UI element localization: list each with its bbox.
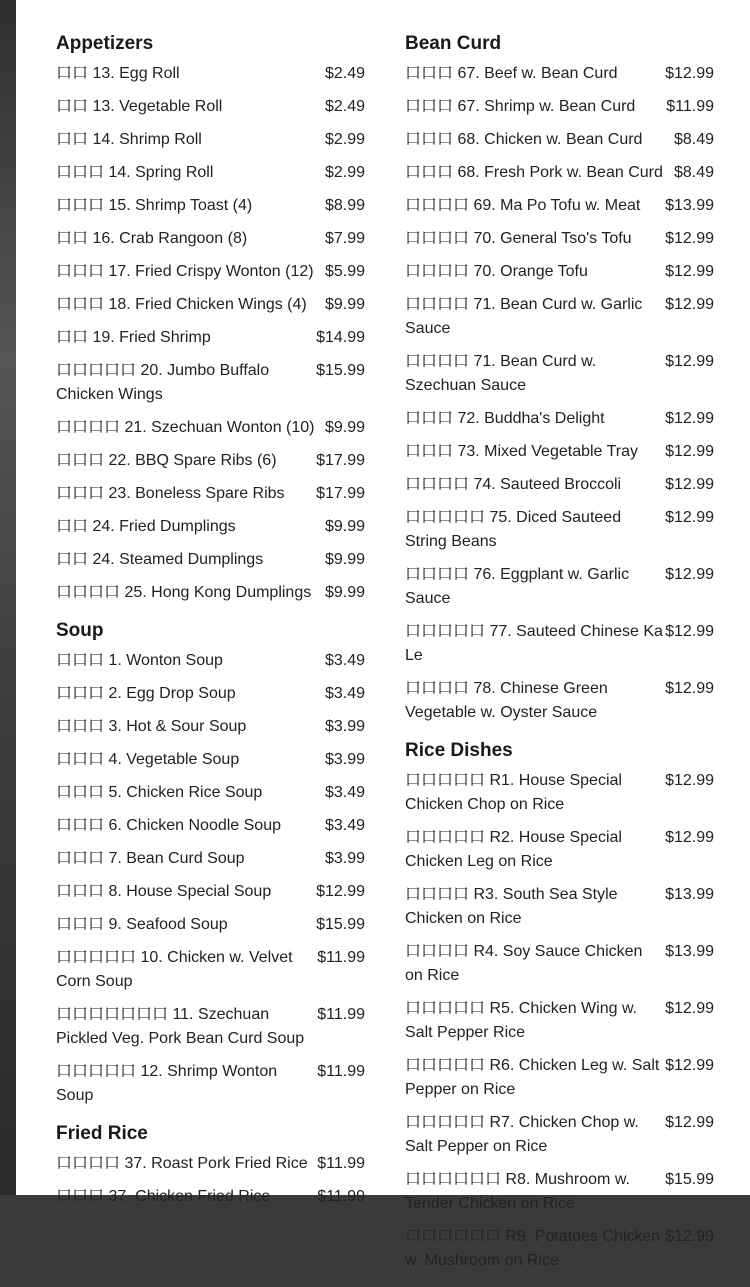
- menu-item-name: 口口口 14. Spring Roll: [56, 164, 214, 181]
- menu-item-price: $13.99: [665, 197, 714, 214]
- menu-item-name: 口口口 6. Chicken Noodle Soup: [56, 817, 282, 834]
- menu-item-name: 口口口口口口 R8. Mushroom w. Tender Chicken on Rice: [405, 1171, 630, 1212]
- menu-item-price: $3.49: [324, 817, 365, 834]
- menu-item[interactable]: [56, 814, 365, 838]
- section-title: Fried Rice: [56, 1123, 148, 1144]
- menu-item-price: $2.49: [324, 65, 365, 82]
- menu-item-name: 口口口口 74. Sauteed Broccoli: [405, 476, 622, 493]
- menu-item-name: 口口口口 21. Szechuan Wonton (10): [56, 419, 315, 436]
- menu-item-price: $15.99: [316, 916, 365, 933]
- menu-item[interactable]: [405, 997, 714, 1045]
- menu-section-appetizers: [56, 32, 365, 605]
- menu-item[interactable]: [56, 416, 365, 440]
- menu-item[interactable]: [56, 227, 365, 251]
- menu-item[interactable]: [56, 946, 365, 994]
- menu-item[interactable]: [56, 548, 365, 572]
- menu-item-price: $11.99: [317, 1155, 365, 1172]
- menu-item[interactable]: [56, 1185, 365, 1209]
- menu-item[interactable]: [405, 62, 714, 86]
- menu-item[interactable]: [405, 940, 714, 988]
- menu-item-price: $11.99: [317, 1188, 365, 1205]
- menu-item-name: 口口口 1. Wonton Soup: [56, 652, 223, 669]
- menu-item-name: 口口口 5. Chicken Rice Soup: [56, 784, 263, 801]
- menu-item-name: 口口口口 70. General Tso's Tofu: [405, 230, 632, 247]
- menu-item[interactable]: [56, 880, 365, 904]
- menu-item-price: $12.99: [665, 263, 714, 280]
- menu-item-name: 口口口口口 R1. House Special Chicken Chop on Rice: [405, 772, 622, 813]
- menu-item-name: 口口口口口 R6. Chicken Leg w. Salt Pepper on Rice: [405, 1057, 660, 1098]
- menu-item-price: $15.99: [316, 362, 365, 379]
- menu-item-name: 口口口口口 75. Diced Sauteed String Beans: [405, 509, 622, 550]
- menu-item[interactable]: [405, 1168, 714, 1216]
- menu-item-name: 口口口口口口 R9. Potatoes Chicken w. Mushroom on Rice: [405, 1228, 661, 1269]
- menu-item[interactable]: [56, 682, 365, 706]
- menu-item-name: 口口口口口口口 11. Szechuan Pickled Veg. Pork Bean Curd Soup: [56, 1006, 305, 1047]
- menu-item-name: 口口口 22. BBQ Spare Ribs (6): [56, 452, 277, 469]
- menu-item-price: $8.49: [673, 164, 714, 181]
- menu-item-price: $12.99: [665, 443, 714, 460]
- menu-item-price: $8.49: [673, 131, 714, 148]
- menu-item[interactable]: [56, 326, 365, 350]
- menu-item[interactable]: [405, 293, 714, 341]
- menu-item-name: 口口口 23. Boneless Spare Ribs: [56, 485, 285, 502]
- menu-item[interactable]: [56, 748, 365, 772]
- menu-item-name: 口口口口 R4. Soy Sauce Chicken on Rice: [405, 943, 643, 984]
- menu-item-price: $3.99: [324, 850, 365, 867]
- menu-item-name: 口口口口 71. Bean Curd w. Szechuan Sauce: [405, 353, 597, 394]
- menu-item[interactable]: [56, 1060, 365, 1108]
- menu-item[interactable]: [405, 350, 714, 398]
- menu-item-name: 口口口口 76. Eggplant w. Garlic Sauce: [405, 566, 630, 607]
- menu-item-price: $12.99: [665, 476, 714, 493]
- menu-item-name: 口口口 67. Beef w. Bean Curd: [405, 65, 618, 82]
- menu-item[interactable]: [405, 677, 714, 725]
- menu-item[interactable]: [405, 260, 714, 284]
- menu-item-price: $3.49: [324, 685, 365, 702]
- menu-item-price: $12.99: [665, 1228, 714, 1245]
- menu-column-right: [405, 32, 714, 1287]
- menu-item-name: 口口口 67. Shrimp w. Bean Curd: [405, 98, 636, 115]
- menu-item[interactable]: [56, 62, 365, 86]
- menu-section-bean-curd: [405, 32, 714, 725]
- menu-page: [16, 0, 750, 1269]
- menu-item[interactable]: [56, 128, 365, 152]
- section-title: Appetizers: [56, 33, 154, 54]
- menu-section-rice-dishes: [405, 739, 714, 1273]
- menu-item-name: 口口口 7. Bean Curd Soup: [56, 850, 245, 867]
- menu-item[interactable]: [56, 95, 365, 119]
- menu-item[interactable]: [405, 620, 714, 668]
- menu-item-price: $12.99: [665, 1000, 714, 1017]
- menu-item-price: $11.99: [317, 1063, 365, 1080]
- menu-item-price: $12.99: [665, 353, 714, 370]
- menu-item[interactable]: [56, 847, 365, 871]
- menu-item-name: 口口口 3. Hot & Sour Soup: [56, 718, 247, 735]
- menu-section-fried-rice: [56, 1122, 365, 1209]
- menu-item-name: 口口口口口 10. Chicken w. Velvet Corn Soup: [56, 949, 293, 990]
- menu-item-price: $12.99: [665, 623, 714, 640]
- menu-item-price: $2.49: [324, 98, 365, 115]
- menu-item-name: 口口 16. Crab Rangoon (8): [56, 230, 248, 247]
- menu-item-name: 口口口 68. Fresh Pork w. Bean Curd: [405, 164, 663, 181]
- menu-item-name: 口口口 4. Vegetable Soup: [56, 751, 240, 768]
- menu-item-price: $9.99: [324, 584, 365, 601]
- menu-item[interactable]: [405, 161, 714, 185]
- menu-item-price: $9.99: [324, 419, 365, 436]
- menu-item[interactable]: [56, 515, 365, 539]
- menu-item-price: $5.99: [324, 263, 365, 280]
- menu-item-price: $9.99: [324, 518, 365, 535]
- menu-item[interactable]: [405, 826, 714, 874]
- menu-item-price: $12.99: [665, 772, 714, 789]
- menu-item[interactable]: [405, 1054, 714, 1102]
- menu-item[interactable]: [405, 563, 714, 611]
- menu-item-price: $9.99: [324, 296, 365, 313]
- menu-item[interactable]: [56, 482, 365, 506]
- menu-item[interactable]: [56, 1003, 365, 1051]
- menu-item[interactable]: [56, 581, 365, 605]
- menu-item-price: $3.49: [324, 652, 365, 669]
- menu-item-name: 口口口口口 77. Sauteed Chinese Ka Le: [405, 623, 663, 664]
- menu-item-name: 口口口 73. Mixed Vegetable Tray: [405, 443, 639, 460]
- menu-item[interactable]: [56, 293, 365, 317]
- menu-item[interactable]: [405, 883, 714, 931]
- menu-item-price: $11.99: [666, 98, 714, 115]
- menu-item-price: $12.99: [665, 509, 714, 526]
- menu-item[interactable]: [56, 781, 365, 805]
- menu-item-price: $12.99: [316, 883, 365, 900]
- menu-item-name: 口口口口口 R2. House Special Chicken Leg on Rice: [405, 829, 622, 870]
- menu-item-name: 口口口口 70. Orange Tofu: [405, 263, 588, 280]
- menu-item-name: 口口口口口 R5. Chicken Wing w. Salt Pepper Rice: [405, 1000, 638, 1041]
- menu-item[interactable]: [56, 161, 365, 185]
- menu-item-name: 口口口口 25. Hong Kong Dumplings: [56, 584, 312, 601]
- menu-item[interactable]: [405, 95, 714, 119]
- menu-item-name: 口口口 37. Chicken Fried Rice: [56, 1188, 271, 1205]
- menu-item-price: $14.99: [316, 329, 365, 346]
- menu-item-name: 口口口口 R3. South Sea Style Chicken on Rice: [405, 886, 618, 927]
- menu-item[interactable]: [405, 1111, 714, 1159]
- menu-item[interactable]: [56, 194, 365, 218]
- menu-item-price: $9.99: [324, 551, 365, 568]
- menu-item[interactable]: [405, 506, 714, 554]
- menu-item[interactable]: [405, 128, 714, 152]
- menu-item[interactable]: [56, 260, 365, 284]
- menu-column-left: [56, 32, 365, 1223]
- menu-item[interactable]: [56, 1152, 365, 1176]
- menu-item-price: $2.99: [324, 164, 365, 181]
- menu-item-price: $12.99: [665, 566, 714, 583]
- menu-item[interactable]: [56, 649, 365, 673]
- menu-item-price: $3.99: [324, 718, 365, 735]
- menu-item-name: 口口口口 78. Chinese Green Vegetable w. Oyster Sauce: [405, 680, 608, 721]
- menu-item[interactable]: [56, 359, 365, 407]
- menu-item-price: $12.99: [665, 410, 714, 427]
- menu-item[interactable]: [56, 913, 365, 937]
- menu-item-name: 口口口 18. Fried Chicken Wings (4): [56, 296, 307, 313]
- menu-section-soup: [56, 619, 365, 1108]
- menu-item-price: $12.99: [665, 1057, 714, 1074]
- menu-item-price: $12.99: [665, 65, 714, 82]
- menu-item-name: 口口 13. Vegetable Roll: [56, 98, 223, 115]
- menu-item-name: 口口口 2. Egg Drop Soup: [56, 685, 236, 702]
- menu-item-price: $12.99: [665, 680, 714, 697]
- menu-item-price: $3.99: [324, 751, 365, 768]
- section-title: Bean Curd: [405, 33, 502, 54]
- menu-item[interactable]: [405, 473, 714, 497]
- menu-item-name: 口口口 72. Buddha's Delight: [405, 410, 605, 427]
- menu-item-price: $13.99: [665, 886, 714, 903]
- menu-item-price: $12.99: [665, 296, 714, 313]
- menu-item-name: 口口口 17. Fried Crispy Wonton (12): [56, 263, 314, 280]
- menu-item-name: 口口 13. Egg Roll: [56, 65, 180, 82]
- menu-item[interactable]: [405, 194, 714, 218]
- menu-item-price: $11.99: [317, 949, 365, 966]
- menu-item-price: $8.99: [324, 197, 365, 214]
- menu-item-price: $11.99: [317, 1006, 365, 1023]
- menu-item-name: 口口口口口 20. Jumbo Buffalo Chicken Wings: [56, 362, 270, 403]
- menu-item-name: 口口口 9. Seafood Soup: [56, 916, 228, 933]
- section-title: Soup: [56, 620, 104, 641]
- menu-item-name: 口口口 68. Chicken w. Bean Curd: [405, 131, 643, 148]
- menu-item-price: $3.49: [324, 784, 365, 801]
- menu-item[interactable]: [405, 227, 714, 251]
- menu-item-price: $17.99: [316, 452, 365, 469]
- menu-item-price: $13.99: [665, 943, 714, 960]
- menu-item-name: 口口口口口 R7. Chicken Chop w. Salt Pepper on Rice: [405, 1114, 639, 1155]
- menu-item-name: 口口口口 71. Bean Curd w. Garlic Sauce: [405, 296, 643, 337]
- menu-item-price: $12.99: [665, 1114, 714, 1131]
- menu-item[interactable]: [56, 715, 365, 739]
- menu-item-price: $12.99: [665, 829, 714, 846]
- menu-item-name: 口口 19. Fried Shrimp: [56, 329, 211, 346]
- menu-item-price: $12.99: [665, 230, 714, 247]
- menu-item-price: $2.99: [324, 131, 365, 148]
- menu-item[interactable]: [56, 449, 365, 473]
- menu-item-name: 口口口 15. Shrimp Toast (4): [56, 197, 253, 214]
- menu-item-name: 口口 24. Fried Dumplings: [56, 518, 236, 535]
- menu-item-name: 口口 14. Shrimp Roll: [56, 131, 202, 148]
- menu-item-price: $7.99: [324, 230, 365, 247]
- menu-item-name: 口口口口 37. Roast Pork Fried Rice: [56, 1155, 308, 1172]
- menu-item-name: 口口 24. Steamed Dumplings: [56, 551, 264, 568]
- background-edge: [0, 0, 16, 1195]
- menu-item[interactable]: [405, 1225, 714, 1273]
- menu-item-name: 口口口口口 12. Shrimp Wonton Soup: [56, 1063, 278, 1104]
- menu-item-name: 口口口 8. House Special Soup: [56, 883, 272, 900]
- menu-item[interactable]: [405, 407, 714, 431]
- menu-item[interactable]: [405, 440, 714, 464]
- menu-item-name: 口口口口 69. Ma Po Tofu w. Meat: [405, 197, 641, 214]
- menu-item-price: $17.99: [316, 485, 365, 502]
- menu-item-price: $15.99: [665, 1171, 714, 1188]
- section-title: Rice Dishes: [405, 740, 513, 761]
- menu-item[interactable]: [405, 769, 714, 817]
